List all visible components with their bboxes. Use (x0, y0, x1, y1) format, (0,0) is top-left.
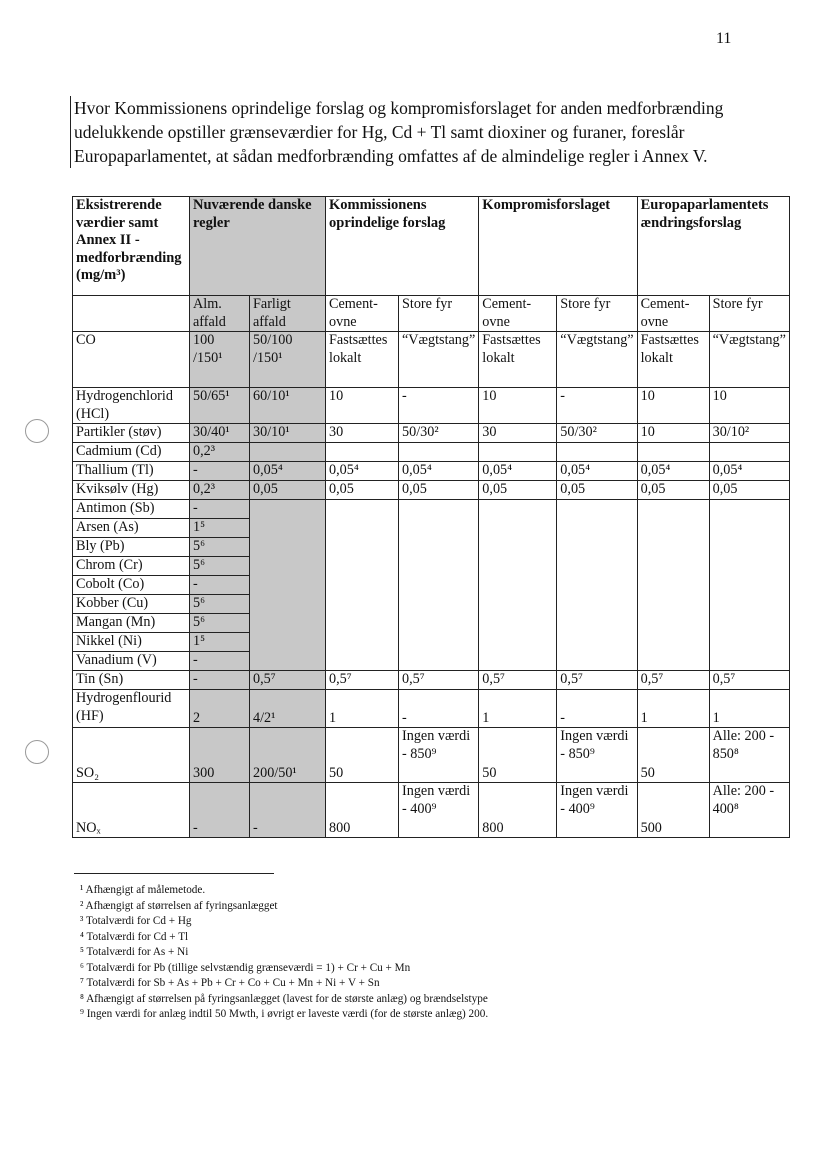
substance-name: Kviksølv (Hg) (73, 481, 190, 500)
value-farligt: - (250, 783, 326, 838)
value-ko-cement: Fastsættes lokalt (479, 332, 557, 388)
value-k-fyr: 0,5⁷ (399, 671, 479, 690)
footnote-9: ⁹ Ingen værdi for anlæg indtil 50 Mwth, i øvrigt er laveste værdi (for de største anlæg) 200. (80, 1008, 489, 1020)
value-ko-cement: 10 (479, 388, 557, 424)
subheader-blank (73, 296, 190, 332)
value-k-cement: 0,05⁴ (326, 462, 399, 481)
value-k-fyr: - (399, 690, 479, 728)
subheader-ko-store-fyr: Store fyr (557, 296, 637, 332)
value-ko-fyr: 0,05 (557, 481, 637, 500)
value-ep-cement: 10 (637, 388, 709, 424)
footnotes (80, 883, 488, 1023)
value-alm: 100 /150¹ (190, 332, 250, 388)
header-row (73, 197, 790, 296)
punch-hole-bottom (25, 740, 49, 764)
value-k-cement: 800 (326, 783, 399, 838)
value-k-cement: 1 (326, 690, 399, 728)
footnote-8: ⁸ Afhængigt af størrelsen på fyringsanlægget (lavest for de største anlæg) og brændselstype (80, 992, 488, 1005)
value-ko-cement: 0,05 (479, 481, 557, 500)
substance-name: Vanadium (V) (73, 652, 190, 671)
subheader-k-store-fyr: Store fyr (399, 296, 479, 332)
header-compromise: Kompromisforslaget (479, 197, 637, 296)
value-ko-cement: 0,5⁷ (479, 671, 557, 690)
footnote-6: ⁶ Totalværdi for Pb (tillige selvstændig grænseværdi = 1) + Cr + Cu + Mn (80, 961, 411, 974)
value-ep-fyr: 30/10² (709, 424, 789, 443)
value-ep-fyr: 0,5⁷ (709, 671, 789, 690)
value-farligt: 50/100 /150¹ (250, 332, 326, 388)
value-k-fyr: 0,05⁴ (399, 462, 479, 481)
table-row (73, 783, 790, 838)
value-ko-cement: 0,05⁴ (479, 462, 557, 481)
footnote-5: ⁵ Totalværdi for As + Ni (80, 946, 189, 958)
value-ep-fyr: Alle: 200 - 400⁸ (709, 783, 789, 838)
footnote-1: ¹ Afhængigt af målemetode. (80, 884, 206, 896)
table-row (73, 462, 790, 481)
substance-name: Hydrogenflourid (HF) (73, 690, 190, 728)
subheader-ep-cement: Cement-ovne (637, 296, 709, 332)
value-alm: 1⁵ (190, 519, 250, 538)
value-ko-cement: 30 (479, 424, 557, 443)
value-ko-fyr: 0,5⁷ (557, 671, 637, 690)
footnote-3: ³ Totalværdi for Cd + Hg (80, 915, 192, 927)
header-commission: Kommissionens oprindelige forslag (326, 197, 479, 296)
value-alm: 5⁶ (190, 557, 250, 576)
substance-name: Tin (Sn) (73, 671, 190, 690)
substance-name: Antimon (Sb) (73, 500, 190, 519)
substance-name: Mangan (Mn) (73, 614, 190, 633)
subheader-row (73, 296, 790, 332)
value-alm: - (190, 783, 250, 838)
value-ep-cement: 0,5⁷ (637, 671, 709, 690)
footnote-7: ⁷ Totalværdi for Sb + As + Pb + Cr + Co + Cu + Mn + Ni + V + Sn (80, 977, 380, 989)
value-farligt: 200/50¹ (250, 728, 326, 783)
substance-name: Thallium (Tl) (73, 462, 190, 481)
value-ep-cement: 50 (637, 728, 709, 783)
value-farligt: 0,05 (250, 481, 326, 500)
value-k-fyr: 50/30² (399, 424, 479, 443)
substance-name: Partikler (støv) (73, 424, 190, 443)
value-ep-cement: 500 (637, 783, 709, 838)
value-k-cement: 0,5⁷ (326, 671, 399, 690)
value-ko-fyr: 50/30² (557, 424, 637, 443)
value-ep-fyr: 1 (709, 690, 789, 728)
value-ko-fyr: - (557, 388, 637, 424)
subheader-alm-affald: Alm. affald (190, 296, 250, 332)
value-ko-fyr: Ingen værdi - 850⁹ (557, 728, 637, 783)
table-row (73, 424, 790, 443)
table-row (73, 332, 790, 388)
subheader-k-cement: Cement-ovne (326, 296, 399, 332)
substance-name: Hydrogenchlorid (HCl) (73, 388, 190, 424)
footnote-divider (74, 873, 274, 874)
table-row (73, 690, 790, 728)
value-k-cement: Fastsættes lokalt (326, 332, 399, 388)
substance-name: SO₂ (73, 728, 190, 783)
value-k-fyr: “Vægtstang” (399, 332, 479, 388)
value-ep-fyr: 0,05⁴ (709, 462, 789, 481)
value-ep-cement: 0,05 (637, 481, 709, 500)
value-alm: - (190, 671, 250, 690)
value-alm: 5⁶ (190, 595, 250, 614)
substance-name: Cobolt (Co) (73, 576, 190, 595)
value-farligt: 0,05⁴ (250, 462, 326, 481)
value-k-cement: 50 (326, 728, 399, 783)
substance-name: CO (73, 332, 190, 388)
punch-hole-top (25, 419, 49, 443)
value-ko-fyr: Ingen værdi - 400⁹ (557, 783, 637, 838)
value-ko-cement: 800 (479, 783, 557, 838)
subheader-farligt-affald: Farligt affald (250, 296, 326, 332)
emission-limits-table (72, 196, 790, 838)
substance-name: Kobber (Cu) (73, 595, 190, 614)
intro-paragraph: Hvor Kommissionens oprindelige forslag og kompromisforslaget for anden medforbrænding udelukkende opstiller grænseværdier for Hg, Cd + Tl samt dioxiner og furaner, foreslår Europaparlamentet, at sådan medforbrænding omfattes af de almindelige regler i Annex V. (70, 96, 734, 168)
table-row (73, 671, 790, 690)
value-ep-cement: Fastsættes lokalt (637, 332, 709, 388)
value-ko-fyr: - (557, 690, 637, 728)
substance-name: Bly (Pb) (73, 538, 190, 557)
table-row (73, 500, 790, 519)
value-ep-fyr: 10 (709, 388, 789, 424)
value-alm: 0,2³ (190, 481, 250, 500)
value-k-fyr: - (399, 388, 479, 424)
footnote-4: ⁴ Totalværdi for Cd + Tl (80, 930, 189, 943)
substance-name: Nikkel (Ni) (73, 633, 190, 652)
value-k-cement: 0,05 (326, 481, 399, 500)
value-farligt: 4/2¹ (250, 690, 326, 728)
substance-name: Chrom (Cr) (73, 557, 190, 576)
value-ko-fyr: 0,05⁴ (557, 462, 637, 481)
value-k-fyr: 0,05 (399, 481, 479, 500)
value-k-cement: 30 (326, 424, 399, 443)
value-ep-cement: 10 (637, 424, 709, 443)
table-row (73, 388, 790, 424)
substance-name: Cadmium (Cd) (73, 443, 190, 462)
value-farligt: 30/10¹ (250, 424, 326, 443)
table-row (73, 728, 790, 783)
value-ep-fyr: 0,05 (709, 481, 789, 500)
header-existing-values: Eksistrerende værdier samt Annex II - medforbrænding (mg/m³) (73, 197, 190, 296)
value-alm: 5⁶ (190, 614, 250, 633)
value-alm: 0,2³ (190, 443, 250, 462)
value-farligt: 60/10¹ (250, 388, 326, 424)
substance-name: NOₓ (73, 783, 190, 838)
value-ep-cement: 1 (637, 690, 709, 728)
value-k-fyr: Ingen værdi - 400⁹ (399, 783, 479, 838)
footnote-2: ² Afhængigt af størrelsen af fyringsanlægget (80, 899, 278, 912)
value-alm: 30/40¹ (190, 424, 250, 443)
value-alm: - (190, 576, 250, 595)
value-alm: 5⁶ (190, 538, 250, 557)
subheader-ep-store-fyr: Store fyr (709, 296, 789, 332)
table-row (73, 481, 790, 500)
value-ko-cement: 1 (479, 690, 557, 728)
table-row (73, 443, 790, 462)
substance-name: Arsen (As) (73, 519, 190, 538)
value-alm: 1⁵ (190, 633, 250, 652)
header-danish-rules: Nuværende danske regler (190, 197, 326, 296)
value-farligt: 0,5⁷ (250, 671, 326, 690)
value-ep-fyr: Alle: 200 - 850⁸ (709, 728, 789, 783)
value-ep-fyr: “Vægtstang” (709, 332, 789, 388)
value-alm: 300 (190, 728, 250, 783)
value-ep-cement: 0,05⁴ (637, 462, 709, 481)
page-number: 11 (716, 30, 732, 47)
value-ko-fyr: “Vægtstang” (557, 332, 637, 388)
value-k-cement: 10 (326, 388, 399, 424)
value-alm: - (190, 500, 250, 519)
subheader-ko-cement: Cement-ovne (479, 296, 557, 332)
value-alm: - (190, 652, 250, 671)
value-alm: - (190, 462, 250, 481)
value-k-fyr: Ingen værdi - 850⁹ (399, 728, 479, 783)
value-farligt (250, 443, 326, 462)
header-parliament: Europaparlamentets ændringsforslag (637, 197, 789, 296)
value-alm: 50/65¹ (190, 388, 250, 424)
value-ko-cement: 50 (479, 728, 557, 783)
value-alm: 2 (190, 690, 250, 728)
